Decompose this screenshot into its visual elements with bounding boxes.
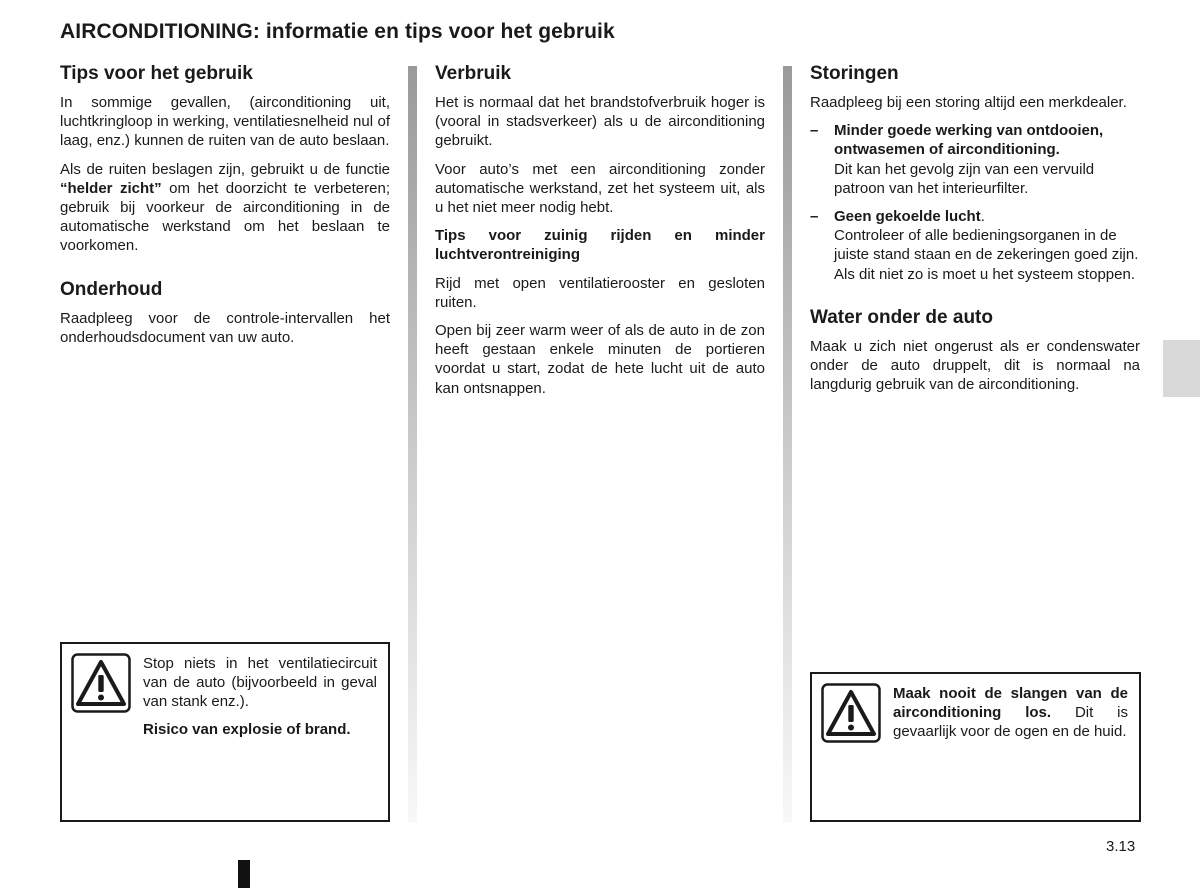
paragraph-text: om het doorzicht te verbeteren; gebruik bij voorkeur de airconditioning in de automatische werkstand om het beslaan te voorkomen. [60, 179, 391, 255]
list-item-title: Geen gekoelde lucht [834, 208, 981, 226]
section-heading-water: Water onder de auto [810, 306, 993, 328]
dash-marker: – [810, 122, 819, 140]
section-heading-storingen: Storingen [810, 63, 899, 84]
paragraph: Maak u zich niet ongerust als er condenswater onder de auto druppelt, dit is normaal na langdurig gebruik van de airconditioning. [810, 337, 1140, 394]
subheading-text: Tips voor zuinig rijden en minder luchtverontreiniging [435, 227, 765, 264]
warning-plain-text: Dit is gevaarlijk voor de ogen en de huid. [893, 704, 1128, 741]
paragraph: Open bij zeer warm weer of als de auto in de zon heeft gestaan enkele minuten de portieren voordat u start, zodat de hete lucht uit de auto kan ontsnappen. [435, 322, 765, 397]
print-mark [238, 860, 250, 888]
paragraph-text: Als de ruiten beslagen zijn, gebruikt u de functie [60, 160, 390, 178]
warning-text: Stop niets in het ventilatiecircuit van de auto (bijvoorbeeld in geval van stank enz.). [143, 655, 377, 711]
column-right [810, 62, 1140, 403]
warning-triangle-icon [71, 653, 131, 713]
warning-text [893, 684, 1128, 742]
subheading-bold [435, 226, 765, 264]
warning-risk-text: Risico van explosie of brand. [143, 720, 351, 738]
list-item-title: Minder goede werking van ontdooien, ontwasemen of airconditioning. [834, 122, 1104, 159]
bold-term: “helder zicht” [60, 179, 162, 197]
list-item-text: Dit kan het gevolg zijn van een vervuild patroon van het interieurfilter. [834, 160, 1095, 197]
list-item [810, 121, 1140, 198]
section-tab [1163, 340, 1200, 397]
section-heading-onderhoud: Onderhoud [60, 278, 163, 300]
paragraph: Voor auto’s met een airconditioning zonder automatische werkstand, zet het systeem uit, als u het niet meer nodig hebt. [435, 160, 765, 217]
section-heading-tips: Tips voor het gebruik [60, 63, 253, 84]
column-divider [408, 66, 417, 822]
column-divider [783, 66, 792, 822]
section-heading-verbruik: Verbruik [435, 63, 512, 84]
warning-bold-text: Maak nooit de slangen van de airconditioning los. [893, 685, 1128, 722]
paragraph: Rijd met open ventilatierooster en gesloten ruiten. [435, 274, 765, 311]
list-item-punct: . [980, 208, 985, 226]
paragraph: In sommige gevallen, (airconditioning uit, luchtkringloop in werking, ventilatiesnelheid nul of laag, enz.) kunnen de ruiten van de auto beslaan. [60, 94, 390, 150]
page-number: 3.13 [1106, 838, 1136, 855]
paragraph: Raadpleeg bij een storing altijd een merkdealer. [810, 94, 1127, 111]
list-item-text: Controleer of alle bedieningsorganen in de juiste stand staan en de zekeringen goed zijn. Als dit niet zo is moet u het systeem stoppen. [834, 227, 1139, 283]
warning-box [60, 642, 390, 822]
warning-box [810, 672, 1141, 822]
column-middle [435, 62, 765, 407]
paragraph: Raadpleeg voor de controle-intervallen het onderhoudsdocument van uw auto. [60, 309, 390, 346]
list-item [810, 207, 1140, 284]
paragraph: Het is normaal dat het brandstofverbruik hoger is (vooral in stadsverkeer) als u de airconditioning gebruikt. [435, 94, 765, 150]
page-title: AIRCONDITIONING: informatie en tips voor het gebruik [60, 20, 615, 43]
paragraph [60, 160, 390, 256]
dash-marker: – [810, 208, 819, 226]
warning-risk [143, 720, 377, 739]
column-left [60, 62, 390, 356]
warning-triangle-icon [821, 683, 881, 743]
